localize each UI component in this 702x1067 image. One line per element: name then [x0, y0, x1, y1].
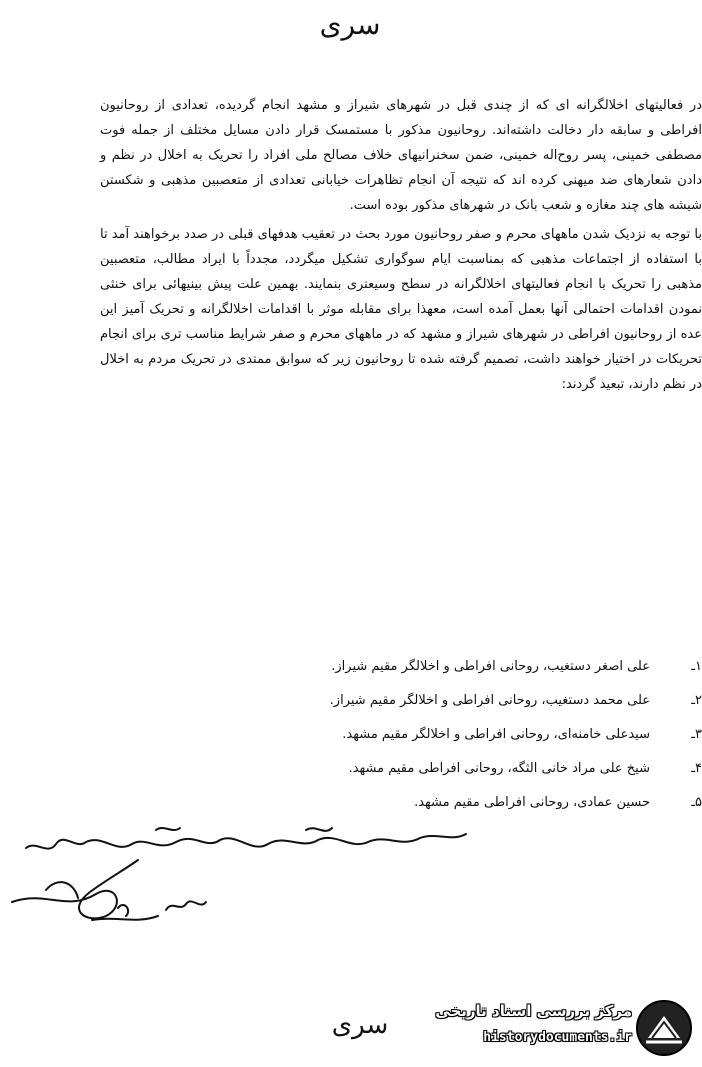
watermark-url: historydocuments.ir [483, 1030, 632, 1045]
list-item-text: حسین عمادی، روحانی افراطی مقیم مشهد. [414, 795, 650, 810]
book-logo-icon [634, 998, 694, 1058]
list-item-number: ۴ـ [691, 761, 702, 776]
paragraph-2: با توجه به نزدیک شدن ماههای محرم و صفر روحانیون مورد بحث در تعقیب هدفهای قبلی در صدد برخواهند آمد تا با استفاده از اجتماعات مذهبی که بمناسبت ایام سوگواری تشکیل میگردد، مجدداً با ایراد مطالب، متعصبین مذهبی را تحریک با انجام فعالیتهای اخلالگرانه در سطح وسیعتری بنمایند. بهمین علت پیش بینیهائی برای خنثی نمودن اقدامات احتمالی آنها بعمل آمده است، معهذا برای مقابله موثر با اقدامات اخلالگرانه و تحریک آمیز این عده از روحانیون افراطی در شهرهای شیراز و مشهد که در ماههای محرم و صفر شرایط مناسب تری برای انجام تحریکات در اختیار خواهند داشت، تصمیم گرفته شده تا روحانیون زیر که سوابق ممتدی در تحریک مردم به اخلال در نظم دارند، تبعید گردند: [100, 227, 702, 392]
list-item [150, 654, 702, 688]
list-item-number: ۱ـ [691, 659, 702, 674]
classification-footer: سری [331, 1010, 389, 1040]
list-item [150, 790, 702, 824]
list-item-number: ۲ـ [691, 693, 702, 708]
list-item-text: علی محمد دستغیب، روحانی افراطی و اخلالگر مقیم شیراز. [329, 693, 650, 708]
classification-header: سری [319, 8, 381, 41]
list-item-text: علی اصغر دستغیب، روحانی افراطی و اخلالگر مقیم شیراز. [331, 659, 650, 674]
list-item [150, 756, 702, 790]
list-item-number: ۳ـ [691, 727, 702, 742]
watermark-title: مرکز بررسی اسناد تاریخی [435, 1002, 632, 1020]
archive-watermark [420, 994, 696, 1064]
list-item [150, 688, 702, 722]
paragraph-1: در فعالیتهای اخلالگرانه ای که از چندی قبل در شهرهای شیراز و مشهد انجام گردیده، تعدادی از روحانیون افراطی و سابقه دار دخالت داشته‌اند. روحانیون مذکور با مستمسک قرار دادن مسایل مختلف از جمله فوت مصطفی خمینی، پسر روح‌اله خمینی، ضمن سخنرانیهای خلاف مصالح ملی افراد را تحریک به اخلال در نظم و دادن شعارهای ضد میهنی کرده اند که نتیجه آن انجام تظاهرات خیابانی تعدادی از متعصبین مذهبی و شکستن شیشه های چند مغازه و شعب بانک در شهرهای مذکور بوده است. [100, 98, 702, 213]
list-item-number: ۵ـ [691, 795, 702, 810]
handwritten-signature [6, 820, 476, 930]
list-item [150, 722, 702, 756]
letter-body [100, 93, 702, 397]
exile-list [150, 654, 702, 824]
list-item-text: شیخ علی مراد خانی الثگه، روحانی افراطی مقیم مشهد. [348, 761, 650, 776]
list-item-text: سیدعلی خامنه‌ای، روحانی افراطی و اخلالگر مقیم مشهد. [342, 727, 650, 742]
